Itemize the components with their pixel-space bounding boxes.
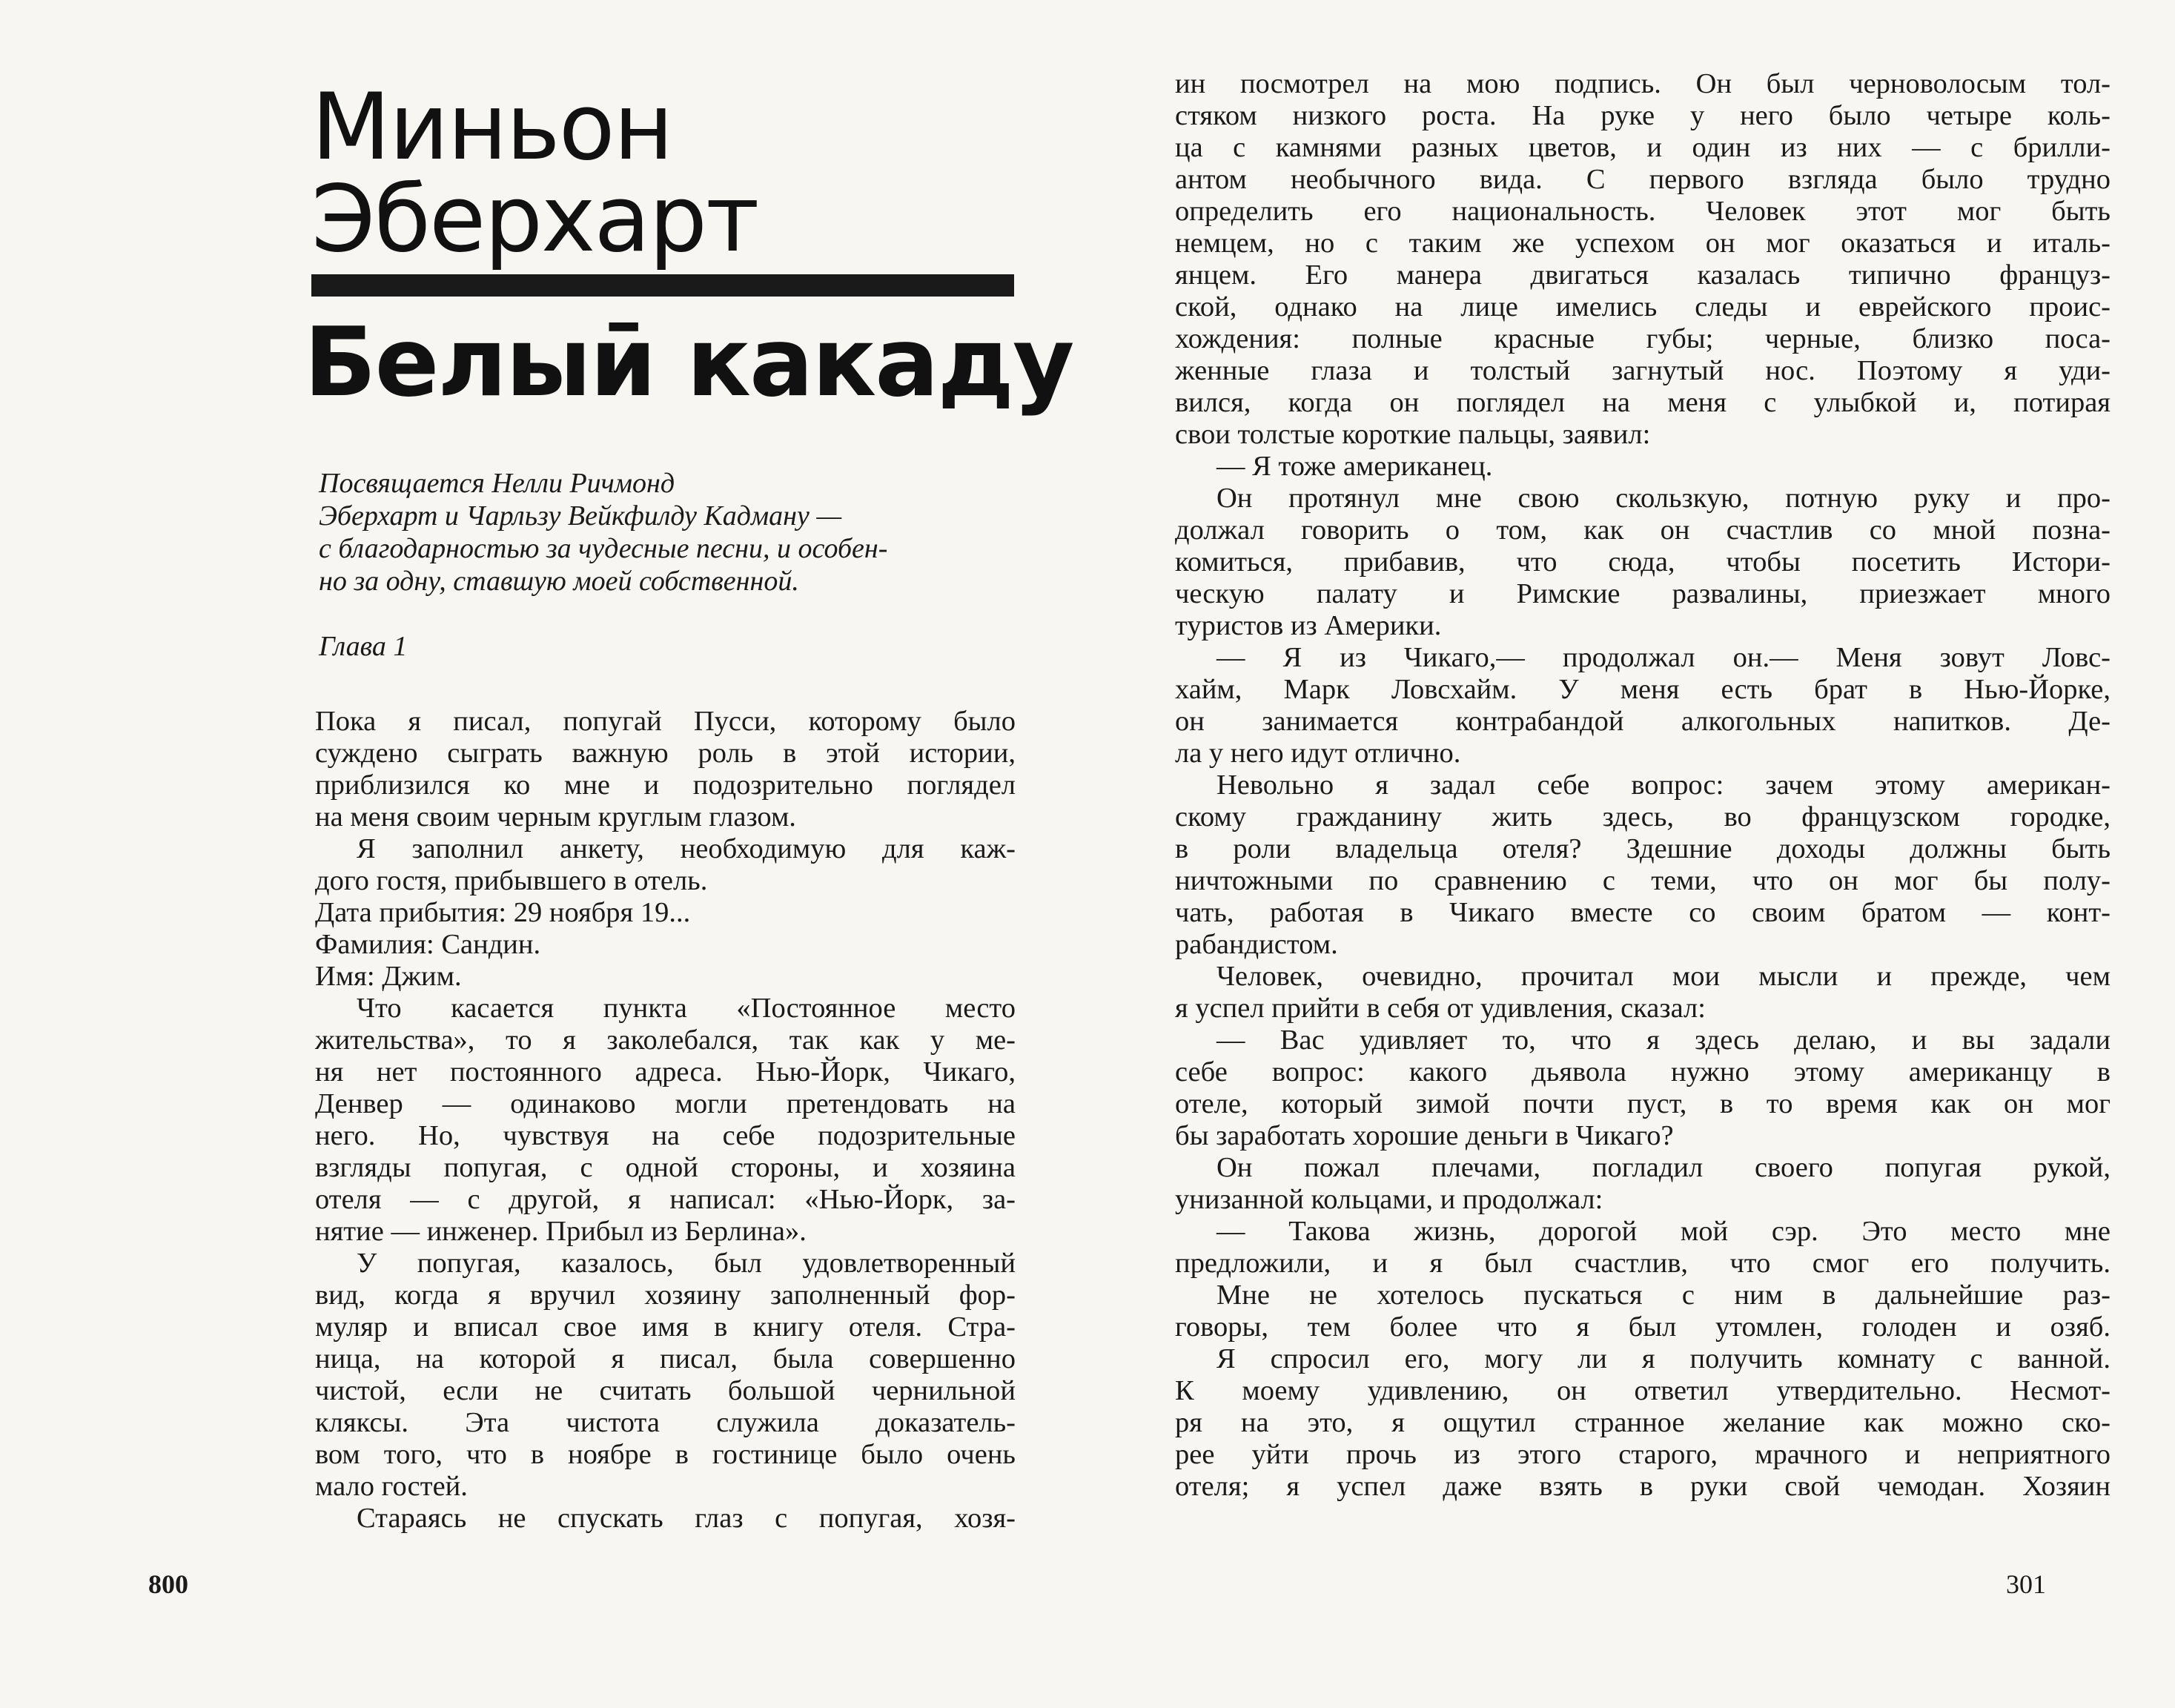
- title-rule: [311, 274, 1014, 297]
- text-line: отеле, который зимой почти пуст, в то время как он мог: [1175, 1088, 2111, 1119]
- dedication: [319, 467, 1016, 598]
- text-line: скому гражданину жить здесь, во французском городке,: [1175, 801, 2111, 833]
- dedication-line: Посвящается Нелли Ричмонд: [319, 468, 675, 499]
- left-page-number: 800: [148, 1569, 188, 1599]
- text-line: вид, когда я вручил хозяину заполненный фор-: [315, 1280, 1016, 1311]
- text-line: вом того, что в ноябре в гостинице было очень: [315, 1439, 1016, 1470]
- right-page: [1088, 0, 2175, 1708]
- right-body-text: [1175, 68, 2111, 1503]
- text-line: бы заработать хорошие деньги в Чикаго?: [1175, 1120, 1674, 1151]
- author-first-name: Миньон: [311, 74, 672, 181]
- text-line: янцем. Его манера двигаться казалась типично француз-: [1175, 259, 2111, 291]
- text-line: Он протянул мне свою скользкую, потную руку и про-: [1216, 483, 2111, 514]
- text-line: предложили, и я был счастлив, что смог его получить.: [1175, 1248, 2111, 1279]
- text-line: должал говорить о том, как он счастлив со мной позна-: [1175, 514, 2111, 546]
- author-last-name: Эберхарт: [311, 166, 758, 273]
- text-line: Пока я писал, попугай Пусси, которому было: [315, 706, 1016, 737]
- text-line: определить его национальность. Человек этот мог быть: [1175, 196, 2111, 227]
- text-line: Он пожал плечами, погладил своего попугая рукой,: [1216, 1152, 2111, 1183]
- text-line: него. Но, чувствуя на себе подозрительные: [315, 1120, 1016, 1151]
- text-line: Мне не хотелось пускаться с ним в дальнейшие раз-: [1216, 1280, 2111, 1311]
- text-line: ской, однако на лице имелись следы и еврейского проис-: [1175, 291, 2111, 322]
- text-line: он занимается контрабандой алкогольных напитков. Де-: [1175, 706, 2111, 737]
- text-line: суждено сыграть важную роль в этой истории,: [315, 738, 1016, 769]
- text-line: Дата прибытия: 29 ноября 19...: [315, 897, 691, 928]
- text-line: говоры, тем более что я был утомлен, голоден и озяб.: [1175, 1311, 2111, 1343]
- text-line: ничтожными по сравнению с теми, что он мог бы полу-: [1175, 865, 2111, 896]
- text-line: вился, когда он поглядел на меня с улыбкой и, потирая: [1175, 387, 2111, 418]
- chapter-heading: Глава 1: [319, 631, 408, 662]
- text-line: Невольно я задал себе вопрос: зачем этому американ-: [1216, 769, 2111, 801]
- text-line: стяком низкого роста. На руке у него было четыре коль-: [1175, 100, 2111, 131]
- text-line: Денвер — одинаково могли претендовать на: [315, 1088, 1016, 1119]
- text-line: женные глаза и толстый загнутый нос. Поэтому я уди-: [1175, 355, 2111, 386]
- left-body-text: [315, 706, 1016, 1535]
- text-line: К моему удивлению, он ответил утвердительно. Несмот-: [1175, 1375, 2111, 1406]
- text-line: — Я из Чикаго,— продолжал он.— Меня зовут Ловс-: [1216, 642, 2111, 673]
- author-name: [311, 74, 758, 273]
- text-line: туристов из Америки.: [1175, 610, 1442, 641]
- dedication-line: с благодарностью за чудесные песни, и особен-: [319, 533, 888, 564]
- text-line: немцем, но с таким же успехом он мог оказаться и италь-: [1175, 228, 2111, 259]
- text-line: ня нет постоянного адреса. Нью-Йорк, Чикаго,: [315, 1056, 1016, 1088]
- text-line: антом необычного вида. С первого взгляда было трудно: [1175, 164, 2111, 195]
- book-title: Белыӣ какаду: [304, 308, 1073, 418]
- text-line: ря на это, я ощутил странное желание как можно ско-: [1175, 1407, 2111, 1438]
- text-line: унизанной кольцами, и продолжал:: [1175, 1184, 1603, 1215]
- text-line: рее уйти прочь из этого старого, мрачного и неприятного: [1175, 1439, 2111, 1470]
- dedication-line: Эберхарт и Чарльзу Вейкфилду Кадману —: [319, 500, 842, 532]
- text-line: — Такова жизнь, дорогой мой сэр. Это место мне: [1216, 1216, 2111, 1247]
- text-line: отеля; я успел даже взять в руки свой чемодан. Хозяин: [1175, 1471, 2111, 1502]
- text-line: себе вопрос: какого дьявола нужно этому американцу в: [1175, 1056, 2111, 1088]
- text-line: комиться, прибавив, что сюда, чтобы посетить Истори-: [1175, 546, 2111, 577]
- text-line: ин посмотрел на мою подпись. Он был черноволосым тол-: [1175, 68, 2111, 99]
- text-line: ница, на которой я писал, была совершенно: [315, 1343, 1016, 1374]
- text-line: Человек, очевидно, прочитал мои мысли и прежде, чем: [1216, 961, 2111, 992]
- text-line: Я заполнил анкету, необходимую для каж-: [357, 833, 1016, 864]
- text-line: отеля — с другой, я написал: «Нью-Йорк, за-: [315, 1184, 1016, 1215]
- text-line: чистой, если не считать большой чернильной: [315, 1375, 1016, 1406]
- text-line: Я спросил его, могу ли я получить комнату с ванной.: [1216, 1343, 2111, 1374]
- text-line: кляксы. Эта чистота служила доказатель-: [315, 1407, 1016, 1438]
- text-line: чать, работая в Чикаго вместе со своим братом — конт-: [1175, 897, 2111, 928]
- text-line: нятие — инженер. Прибыл из Берлина».: [315, 1216, 807, 1247]
- text-line: Стараясь не спускать глаз с попугая, хозя-: [357, 1503, 1016, 1534]
- text-line: Что касается пункта «Постоянное место: [357, 993, 1016, 1024]
- text-line: дого гостя, прибывшего в отель.: [315, 865, 708, 896]
- text-line: У попугая, казалось, был удовлетворенный: [357, 1248, 1016, 1279]
- text-line: приблизился ко мне и подозрительно поглядел: [315, 769, 1016, 801]
- text-line: я успел прийти в себя от удивления, сказал:: [1175, 993, 1706, 1024]
- text-line: — Вас удивляет то, что я здесь делаю, и вы задали: [1216, 1025, 2111, 1056]
- text-line: мало гостей.: [315, 1471, 468, 1502]
- text-line: хайм, Марк Ловсхайм. У меня есть брат в Нью-Йорке,: [1175, 674, 2111, 705]
- text-line: — Я тоже американец.: [1216, 451, 1493, 482]
- text-line: рабандистом.: [1175, 929, 1338, 960]
- text-line: ла у него идут отлично.: [1175, 738, 1461, 769]
- text-line: хождения: полные красные губы; черные, близко поса-: [1175, 323, 2111, 354]
- text-line: Фамилия: Сандин.: [315, 929, 541, 960]
- text-line: Имя: Джим.: [315, 961, 462, 992]
- text-line: жительства», то я заколебался, так как у ме-: [315, 1025, 1016, 1056]
- text-line: муляр и вписал свое имя в книгу отеля. Стра-: [315, 1311, 1016, 1343]
- dedication-line: но за одну, ставшую моей собственной.: [319, 566, 799, 597]
- right-page-number: 301: [2006, 1569, 2046, 1599]
- text-line: взгляды попугая, с одной стороны, и хозяина: [315, 1152, 1016, 1183]
- text-line: на меня своим черным круглым глазом.: [315, 801, 796, 833]
- text-line: в роли владельца отеля? Здешние доходы должны быть: [1175, 833, 2111, 864]
- text-line: свои толстые короткие пальцы, заявил:: [1175, 419, 1651, 450]
- text-line: ческую палату и Римские развалины, приезжает много: [1175, 578, 2111, 609]
- text-line: ца с камнями разных цветов, и один из них — с брилли-: [1175, 132, 2111, 163]
